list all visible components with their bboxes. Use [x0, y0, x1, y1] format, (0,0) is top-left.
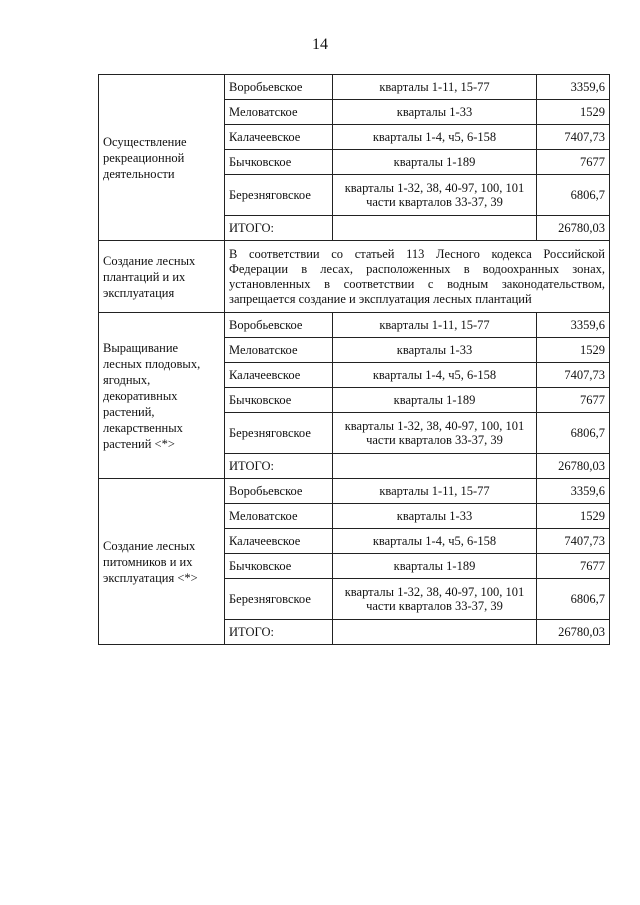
activity-cell: Создание лесных плантаций и их эксплуатация	[99, 241, 225, 313]
total-label: ИТОГО:	[225, 454, 333, 479]
total-label: ИТОГО:	[225, 216, 333, 241]
area-cell: 6806,7	[537, 175, 610, 216]
forestry-cell: Березняговское	[225, 175, 333, 216]
quarters-cell: кварталы 1-32, 38, 40-97, 100, 101 части кварталов 33-37, 39	[333, 175, 537, 216]
area-cell: 7407,73	[537, 529, 610, 554]
forestry-cell: Воробьевское	[225, 75, 333, 100]
area-cell: 7407,73	[537, 363, 610, 388]
activity-cell: Выращивание лесных плодовых, ягодных, декоративных растений, лекарственных растений <*>	[99, 313, 225, 479]
quarters-cell: кварталы 1-4, ч5, 6-158	[333, 125, 537, 150]
total-value: 26780,03	[537, 620, 610, 645]
empty-cell	[333, 216, 537, 241]
quarters-cell: кварталы 1-33	[333, 504, 537, 529]
note-cell: В соответствии со статьей 113 Лесного кодекса Российской Федерации в лесах, расположенных в водоохранных зонах, установленных в соответствии с водным законодательством, запрещается создание и эксплуатация лесных плантаций	[225, 241, 610, 313]
area-cell: 1529	[537, 100, 610, 125]
area-cell: 6806,7	[537, 413, 610, 454]
forestry-cell: Воробьевское	[225, 479, 333, 504]
quarters-cell: кварталы 1-33	[333, 100, 537, 125]
table-row	[99, 313, 610, 338]
total-value: 26780,03	[537, 454, 610, 479]
page-number: 14	[312, 36, 328, 53]
area-cell: 6806,7	[537, 579, 610, 620]
quarters-cell: кварталы 1-189	[333, 388, 537, 413]
quarters-cell: кварталы 1-189	[333, 150, 537, 175]
area-cell: 7677	[537, 388, 610, 413]
quarters-cell: кварталы 1-32, 38, 40-97, 100, 101 части кварталов 33-37, 39	[333, 579, 537, 620]
quarters-cell: кварталы 1-11, 15-77	[333, 313, 537, 338]
table-row	[99, 75, 610, 100]
activity-cell: Создание лесных питомников и их эксплуатация <*>	[99, 479, 225, 645]
area-cell: 1529	[537, 504, 610, 529]
area-cell: 3359,6	[537, 479, 610, 504]
forestry-cell: Калачеевское	[225, 363, 333, 388]
forestry-cell: Калачеевское	[225, 529, 333, 554]
area-cell: 7677	[537, 150, 610, 175]
quarters-cell: кварталы 1-4, ч5, 6-158	[333, 363, 537, 388]
quarters-cell: кварталы 1-4, ч5, 6-158	[333, 529, 537, 554]
total-label: ИТОГО:	[225, 620, 333, 645]
quarters-cell: кварталы 1-11, 15-77	[333, 75, 537, 100]
quarters-cell: кварталы 1-32, 38, 40-97, 100, 101 части кварталов 33-37, 39	[333, 413, 537, 454]
table-row	[99, 241, 610, 313]
empty-cell	[333, 620, 537, 645]
empty-cell	[333, 454, 537, 479]
area-cell: 3359,6	[537, 313, 610, 338]
forestry-cell: Воробьевское	[225, 313, 333, 338]
forestry-cell: Меловатское	[225, 504, 333, 529]
forestry-cell: Калачеевское	[225, 125, 333, 150]
area-cell: 7407,73	[537, 125, 610, 150]
forestry-cell: Бычковское	[225, 150, 333, 175]
forestry-cell: Меловатское	[225, 338, 333, 363]
forest-use-table	[98, 74, 610, 645]
quarters-cell: кварталы 1-11, 15-77	[333, 479, 537, 504]
forestry-cell: Березняговское	[225, 579, 333, 620]
forestry-cell: Бычковское	[225, 554, 333, 579]
table-row	[99, 479, 610, 504]
quarters-cell: кварталы 1-189	[333, 554, 537, 579]
forestry-cell: Березняговское	[225, 413, 333, 454]
area-cell: 1529	[537, 338, 610, 363]
total-value: 26780,03	[537, 216, 610, 241]
forestry-cell: Меловатское	[225, 100, 333, 125]
area-cell: 7677	[537, 554, 610, 579]
activity-cell: Осуществление рекреационной деятельности	[99, 75, 225, 241]
quarters-cell: кварталы 1-33	[333, 338, 537, 363]
forestry-cell: Бычковское	[225, 388, 333, 413]
area-cell: 3359,6	[537, 75, 610, 100]
